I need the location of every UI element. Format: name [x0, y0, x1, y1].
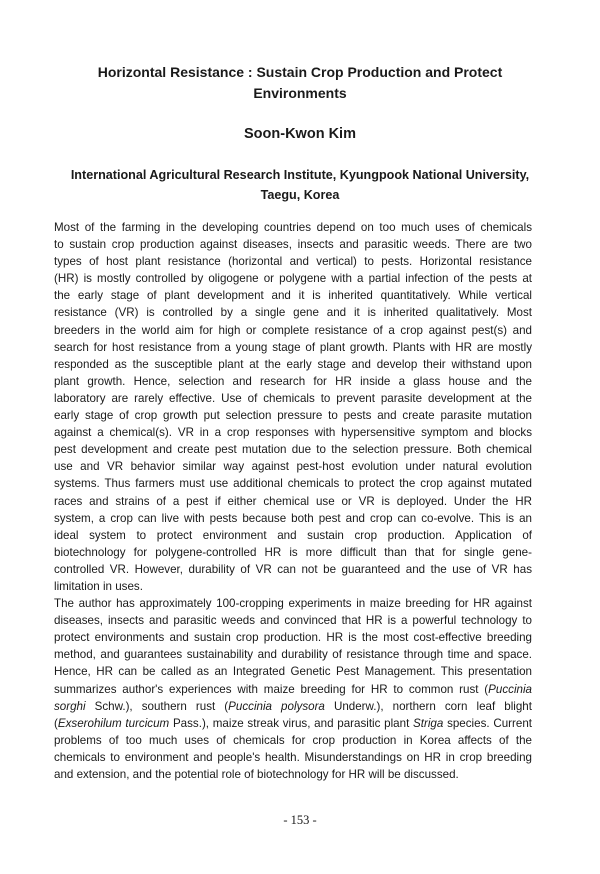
abstract-line: controlled VR. However, durability of VR can not be guaranteed and the use of VR has: [54, 562, 532, 576]
paper-title: [60, 62, 540, 104]
abstract-text: Underw.), northern corn leaf blight: [324, 699, 532, 713]
abstract-text: (: [54, 716, 58, 730]
abstract-text: Pass.), maize streak virus, and parasitic plant: [169, 716, 414, 730]
abstract-line: (HR) is mostly controlled by oligogene or polygene with a partial infection of the pests at: [54, 272, 532, 286]
abstract-line: against a chemical(s). VR in a crop responses with hypersensitive symptom and blocks: [54, 426, 532, 440]
affiliation-line-2: Taegu, Korea: [260, 188, 340, 202]
species-name: sorghi: [54, 699, 86, 713]
abstract-line: systems. Thus farmers must use additional chemicals to protect the crop against mutated: [54, 477, 532, 491]
abstract-line-mixed: [54, 698, 532, 715]
abstract-line: races and strains of a pest if either chemical use or VR is deployed. Under the HR: [54, 494, 532, 508]
abstract-line: protect environments and sustain crop production. HR is the most cost-effective breeding: [54, 631, 532, 645]
abstract-line: and extension, and the potential role of biotechnology for HR will be discussed.: [54, 768, 459, 781]
title-line-2: Environments: [253, 85, 347, 101]
abstract-line-mixed: [54, 715, 532, 732]
abstract-line: system, a crop can live with pests because both pest and crop can co-evolve. This is an: [54, 511, 532, 525]
species-name: Puccinia polysora: [228, 699, 325, 713]
abstract-text: summarizes author's experiences with maize breeding for HR to common rust (: [54, 682, 489, 696]
abstract-line: types of host plant resistance (horizontal and vertical) to pests. Horizontal resistance: [54, 255, 532, 269]
abstract-line: use and VR behavior similar way against pest-host evolution under natural evolution: [54, 460, 532, 474]
species-name: Striga: [413, 716, 444, 730]
affiliation-line-1: International Agricultural Research Institute, Kyungpook National University,: [70, 168, 530, 182]
page-number: - 153 -: [283, 813, 317, 827]
abstract-line: breeders in the world aim for high or complete resistance of a crop against pest(s) and: [54, 323, 532, 337]
abstract-line: method, and guarantees sustainability and durability of resistance through time and space.: [54, 648, 532, 662]
abstract-line: to sustain crop production against diseases, insects and parasitic weeds. There are two: [54, 238, 532, 252]
abstract-line: diseases, insects and parasitic weeds and convinced that HR is a powerful technology to: [54, 614, 532, 628]
abstract-line: early stage of crop growth put selection pressure to pests and create parasite mutation: [54, 409, 532, 423]
abstract-line: laboratory are rarely effective. Use of chemicals to prevent parasite development at the: [54, 391, 532, 405]
abstract-body: [54, 219, 532, 783]
abstract-line: biotechnology for polygene-controlled HR is more difficult than that for single gene-: [54, 545, 532, 559]
author-name: Soon-Kwon Kim: [244, 126, 356, 142]
abstract-line: plant growth. Hence, selection and research for HR inside a glass house and the: [54, 374, 532, 388]
abstract-line-mixed: [54, 681, 532, 698]
species-name: Puccinia: [488, 682, 532, 696]
abstract-text: Schw.), southern rust (: [85, 699, 229, 713]
abstract-line: ideal system to protect environment and sustain crop production. Application of: [54, 528, 532, 542]
species-name: Exserohilum turcicum: [57, 716, 170, 730]
abstract-text: species. Current: [443, 716, 532, 730]
affiliation: [40, 165, 560, 205]
abstract-line: the early stage of plant development and it is inherited quantitatively. While vertical: [54, 289, 532, 303]
title-line-1: Horizontal Resistance : Sustain Crop Production and Protect: [97, 64, 503, 80]
abstract-line: responded as the susceptible plant at the early stage and develop their withstand upon: [54, 357, 532, 371]
abstract-line: pest development and create pest mutation due to the selection pressure. Both chemical: [54, 443, 532, 457]
abstract-line: search for host resistance from a young stage of plant growth. Plants with HR are mostly: [54, 340, 532, 354]
abstract-line: Most of the farming in the developing countries depend on too much uses of chemicals: [54, 221, 532, 234]
abstract-line: resistance (VR) is controlled by a single gene and it is inherited qualitatively. Most: [54, 306, 532, 320]
abstract-line: limitation in uses.: [54, 579, 143, 593]
abstract-line: problems of too much uses of chemicals for crop production in Korea affects of the: [54, 733, 532, 747]
abstract-line: chemicals to environment and people's health. Misunderstandings on HR in crop breeding: [54, 750, 532, 764]
abstract-line: The author has approximately 100-cropping experiments in maize breeding for HR against: [54, 597, 532, 611]
abstract-line: Hence, HR can be called as an Integrated Genetic Pest Management. This presentation: [54, 665, 532, 679]
